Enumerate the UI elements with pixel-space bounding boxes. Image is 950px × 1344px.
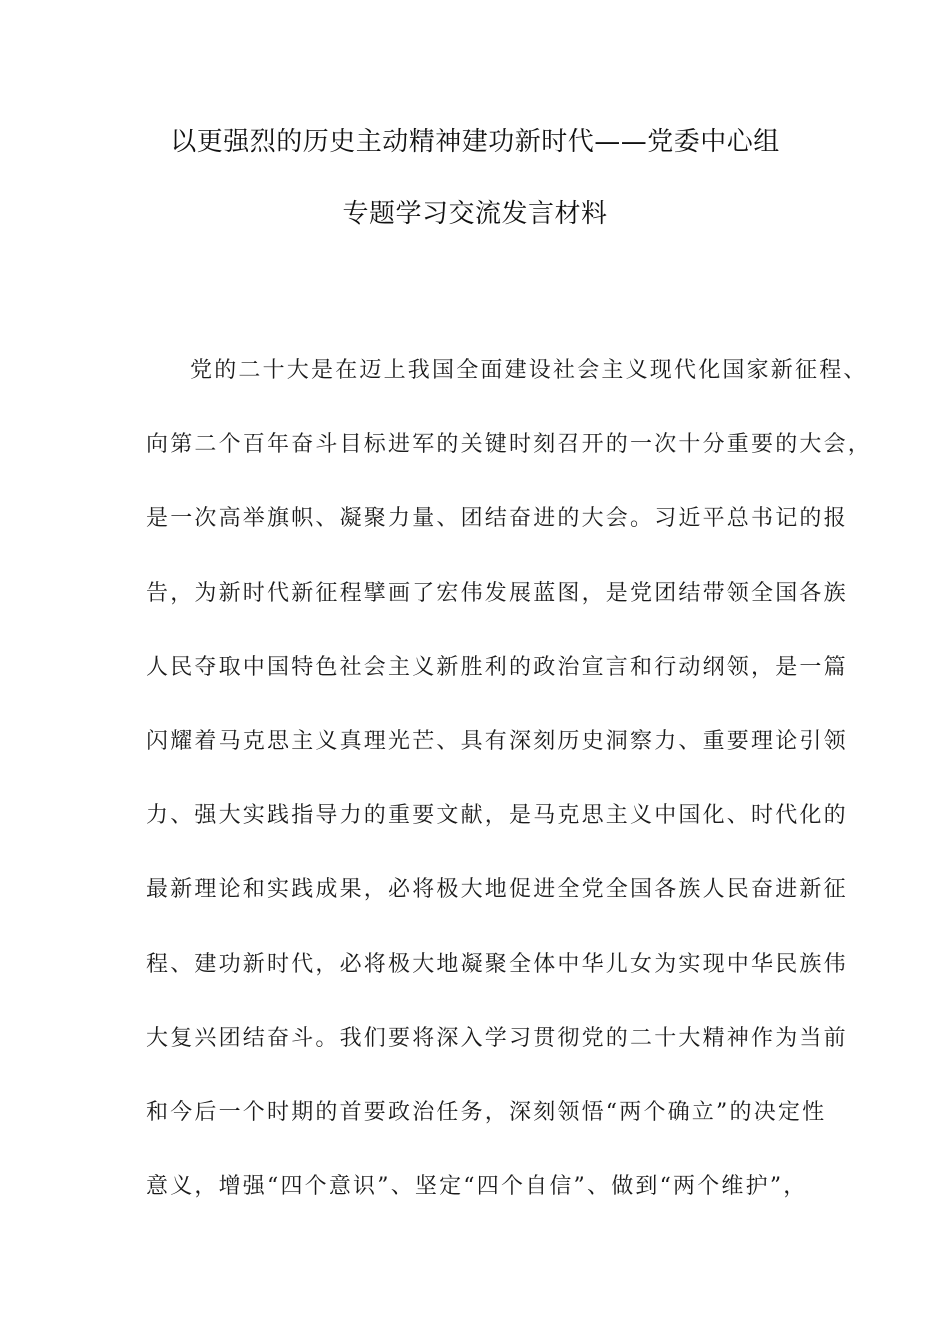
body-line-6: 闪耀着马克思主义真理光芒、具有深刻历史洞察力、重要理论引领 (146, 728, 848, 754)
body-line-2: 向第二个百年奋斗目标进军的关键时刻召开的一次十分重要的大会， (146, 432, 873, 458)
body-line-11: 和今后一个时期的首要政治任务，深刻领悟“两个确立”的决定性 (146, 1099, 827, 1125)
body-line-1: 党的二十大是在迈上我国全面建设社会主义现代化国家新征程、 (190, 358, 868, 383)
body-line-4: 告，为新时代新征程擘画了宏伟发展蓝图，是党团结带领全国各族 (146, 580, 848, 606)
document-body (146, 356, 873, 1246)
body-line-7: 力、强大实践指导力的重要文献，是马克思主义中国化、时代化的 (146, 803, 848, 829)
body-line-5: 人民夺取中国特色社会主义新胜利的政治宣言和行动纲领，是一篇 (146, 654, 848, 680)
body-line-12: 意义，增强“四个意识”、坚定“四个自信”、做到“两个维护”， (146, 1174, 808, 1200)
body-line-9: 程、建功新时代，必将极大地凝聚全体中华儿女为实现中华民族伟 (146, 951, 848, 977)
body-line-8: 最新理论和实践成果，必将极大地促进全党全国各族人民奋进新征 (146, 877, 848, 903)
title-line-1: 以更强烈的历史主动精神建功新时代——党委中心组 (170, 127, 780, 157)
body-line-10: 大复兴团结奋斗。我们要将深入学习贯彻党的二十大精神作为当前 (146, 1025, 848, 1051)
document-title (0, 126, 950, 230)
title-line-2: 专题学习交流发言材料 (342, 199, 608, 229)
body-line-3: 是一次高举旗帜、凝聚力量、团结奋进的大会。习近平总书记的报 (146, 506, 848, 532)
